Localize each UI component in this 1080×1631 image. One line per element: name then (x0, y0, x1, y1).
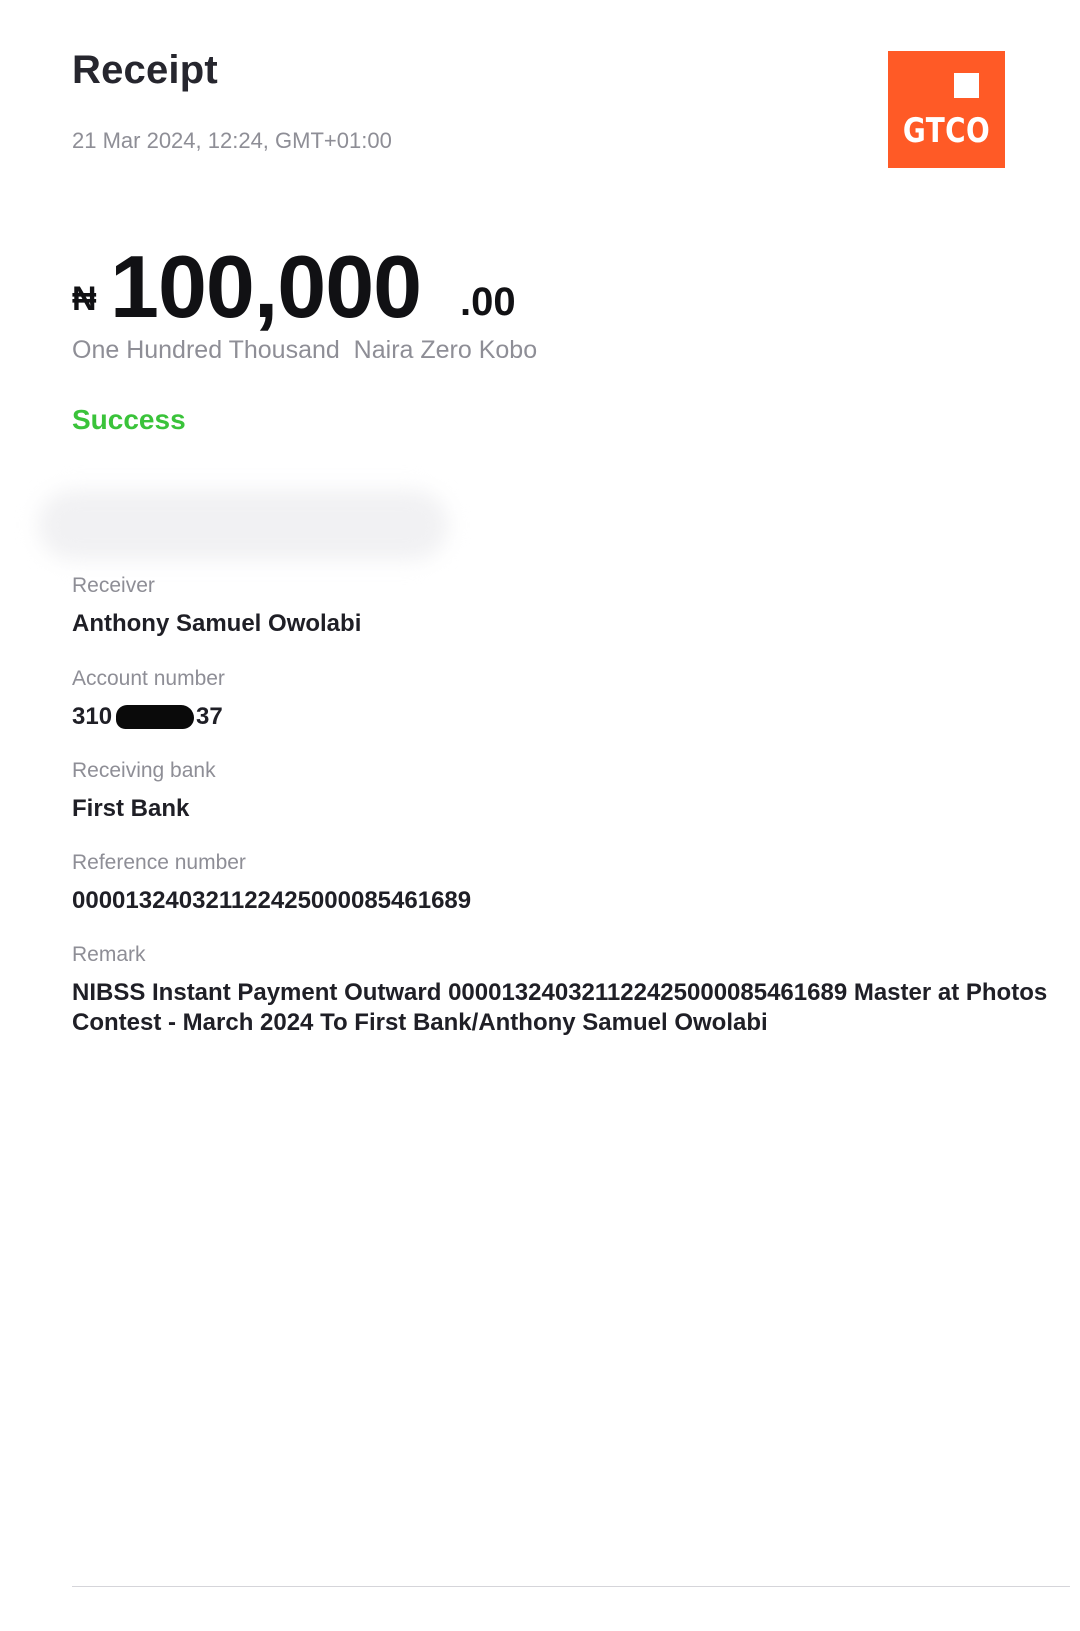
footer-divider (72, 1586, 1070, 1587)
account-number-label: Account number (72, 667, 225, 690)
account-number-value (72, 702, 232, 740)
account-number-field (72, 666, 232, 740)
receiving-bank-field (72, 758, 216, 824)
transaction-timestamp: 21 Mar 2024, 12:24, GMT+01:00 (72, 128, 392, 153)
redaction-mark (116, 705, 194, 729)
account-number-suffix: 37 (196, 703, 223, 730)
redacted-sender-name (38, 490, 448, 560)
receiver-label: Receiver (72, 574, 155, 597)
receiving-bank-label: Receiving bank (72, 759, 216, 782)
receiver-field (72, 573, 361, 639)
status-badge: Success (72, 404, 186, 435)
logo-square-icon (954, 73, 979, 98)
remark-label: Remark (72, 943, 146, 966)
remark-value: NIBSS Instant Payment Outward 000013240321122425000085461689 Master at Photos Contest - March 2024 To First Bank/Anthony Samuel Owolabi (72, 979, 1048, 1036)
amount-fraction: .00 (460, 280, 516, 324)
amount-whole: 100,000 (110, 237, 422, 336)
page-title: Receipt (72, 48, 218, 92)
reference-number-field (72, 850, 471, 916)
amount-in-words: One Hundred Thousand Naira Zero Kobo (72, 336, 538, 364)
receiving-bank-value: First Bank (72, 795, 190, 822)
account-number-prefix: 310 (72, 703, 113, 730)
gtco-logo (888, 51, 1005, 168)
naira-symbol: ₦ (72, 280, 97, 318)
reference-number-value: 000013240321122425000085461689 (72, 887, 472, 914)
remark-field (72, 942, 1072, 1038)
logo-text: GTCO (902, 111, 991, 151)
reference-number-label: Reference number (72, 851, 246, 874)
receiver-value: Anthony Samuel Owolabi (72, 610, 362, 637)
